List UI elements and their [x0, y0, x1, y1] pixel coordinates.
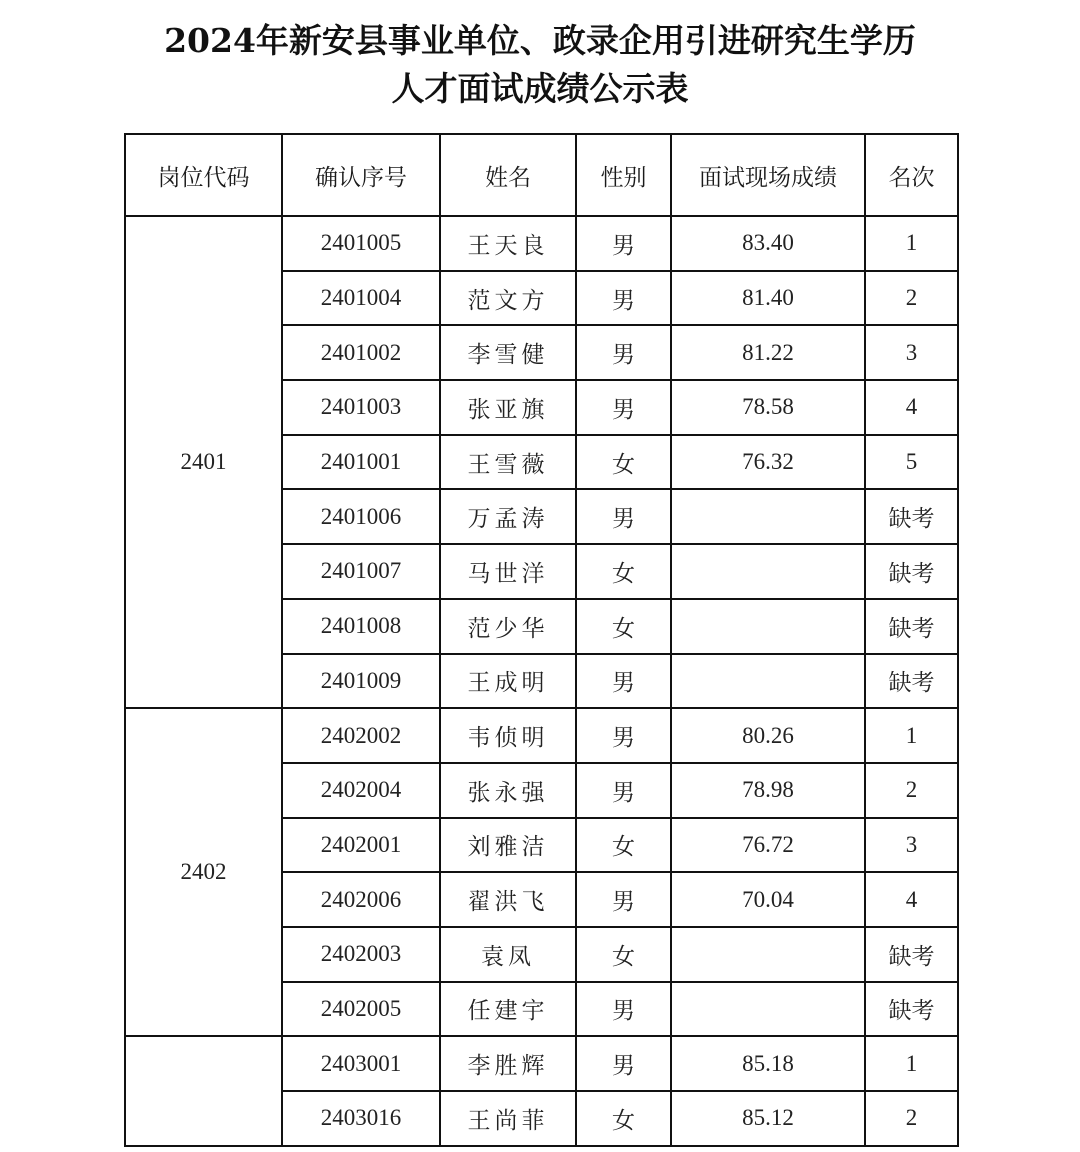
- table-header-row: [125, 134, 958, 216]
- score-cell: [671, 544, 865, 599]
- name-cell: 王天良: [440, 216, 576, 271]
- confirm-number-cell: 2403016: [282, 1091, 440, 1146]
- name-cell: 韦侦明: [440, 708, 576, 763]
- confirm-number-cell: 2402005: [282, 982, 440, 1037]
- header-confirm-number: 确认序号: [282, 134, 440, 216]
- gender-cell: 男: [576, 1036, 671, 1091]
- name-cell: 任建宇: [440, 982, 576, 1037]
- header-gender: 性别: [576, 134, 671, 216]
- confirm-number-cell: 2401003: [282, 380, 440, 435]
- score-cell: [671, 982, 865, 1037]
- confirm-number-cell: 2401007: [282, 544, 440, 599]
- name-cell: 刘雅洁: [440, 818, 576, 873]
- document-title-line1: 2024年新安县事业单位、政录企用引进研究生学历: [164, 21, 916, 60]
- confirm-number-cell: 2401002: [282, 325, 440, 380]
- name-cell: 万孟涛: [440, 489, 576, 544]
- gender-cell: 男: [576, 763, 671, 818]
- gender-cell: 女: [576, 435, 671, 490]
- score-cell: [671, 489, 865, 544]
- table-body: [125, 216, 958, 1146]
- rank-cell: 1: [865, 708, 958, 763]
- score-cell: 85.18: [671, 1036, 865, 1091]
- rank-cell: 2: [865, 1091, 958, 1146]
- score-cell: 85.12: [671, 1091, 865, 1146]
- header-interview-score: 面试现场成绩: [671, 134, 865, 216]
- score-cell: 78.58: [671, 380, 865, 435]
- rank-cell: 2: [865, 271, 958, 326]
- confirm-number-cell: 2402004: [282, 763, 440, 818]
- gender-cell: 女: [576, 927, 671, 982]
- rank-cell: 4: [865, 872, 958, 927]
- gender-cell: 女: [576, 599, 671, 654]
- score-cell: 78.98: [671, 763, 865, 818]
- rank-cell: 5: [865, 435, 958, 490]
- table-row: [125, 708, 958, 763]
- name-cell: 王成明: [440, 654, 576, 709]
- rank-cell: 缺考: [865, 489, 958, 544]
- name-cell: 李胜辉: [440, 1036, 576, 1091]
- name-cell: 翟洪飞: [440, 872, 576, 927]
- gender-cell: 女: [576, 1091, 671, 1146]
- score-cell: [671, 599, 865, 654]
- position-code-cell: 2401: [125, 216, 282, 708]
- gender-cell: 男: [576, 489, 671, 544]
- confirm-number-cell: 2402001: [282, 818, 440, 873]
- gender-cell: 女: [576, 818, 671, 873]
- rank-cell: 3: [865, 325, 958, 380]
- score-cell: 76.72: [671, 818, 865, 873]
- score-cell: 76.32: [671, 435, 865, 490]
- rank-cell: 缺考: [865, 927, 958, 982]
- interview-score-table: [124, 133, 959, 1147]
- header-name: 姓名: [440, 134, 576, 216]
- rank-cell: 1: [865, 216, 958, 271]
- confirm-number-cell: 2401008: [282, 599, 440, 654]
- gender-cell: 女: [576, 544, 671, 599]
- score-cell: 81.40: [671, 271, 865, 326]
- score-cell: [671, 927, 865, 982]
- confirm-number-cell: 2401005: [282, 216, 440, 271]
- gender-cell: 男: [576, 872, 671, 927]
- score-cell: 83.40: [671, 216, 865, 271]
- header-position-code: 岗位代码: [125, 134, 282, 216]
- gender-cell: 男: [576, 654, 671, 709]
- rank-cell: 缺考: [865, 599, 958, 654]
- table-row: [125, 216, 958, 271]
- confirm-number-cell: 2401004: [282, 271, 440, 326]
- score-cell: [671, 654, 865, 709]
- name-cell: 王雪薇: [440, 435, 576, 490]
- name-cell: 袁凤: [440, 927, 576, 982]
- gender-cell: 男: [576, 325, 671, 380]
- name-cell: 范文方: [440, 271, 576, 326]
- position-code-cell: [125, 1036, 282, 1145]
- table-row: [125, 1036, 958, 1091]
- confirm-number-cell: 2401006: [282, 489, 440, 544]
- confirm-number-cell: 2401001: [282, 435, 440, 490]
- rank-cell: 缺考: [865, 982, 958, 1037]
- gender-cell: 男: [576, 380, 671, 435]
- rank-cell: 4: [865, 380, 958, 435]
- rank-cell: 3: [865, 818, 958, 873]
- gender-cell: 男: [576, 982, 671, 1037]
- confirm-number-cell: 2403001: [282, 1036, 440, 1091]
- name-cell: 张永强: [440, 763, 576, 818]
- gender-cell: 男: [576, 216, 671, 271]
- confirm-number-cell: 2402002: [282, 708, 440, 763]
- rank-cell: 2: [865, 763, 958, 818]
- confirm-number-cell: 2402006: [282, 872, 440, 927]
- score-cell: 70.04: [671, 872, 865, 927]
- score-cell: 81.22: [671, 325, 865, 380]
- name-cell: 张亚旗: [440, 380, 576, 435]
- score-cell: 80.26: [671, 708, 865, 763]
- rank-cell: 缺考: [865, 654, 958, 709]
- position-code-cell: 2402: [125, 708, 282, 1036]
- name-cell: 范少华: [440, 599, 576, 654]
- document-title-line2: 人才面试成绩公示表: [391, 69, 689, 108]
- confirm-number-cell: 2401009: [282, 654, 440, 709]
- rank-cell: 缺考: [865, 544, 958, 599]
- confirm-number-cell: 2402003: [282, 927, 440, 982]
- gender-cell: 男: [576, 271, 671, 326]
- rank-cell: 1: [865, 1036, 958, 1091]
- name-cell: 马世洋: [440, 544, 576, 599]
- name-cell: 李雪健: [440, 325, 576, 380]
- header-rank: 名次: [865, 134, 958, 216]
- name-cell: 王尚菲: [440, 1091, 576, 1146]
- gender-cell: 男: [576, 708, 671, 763]
